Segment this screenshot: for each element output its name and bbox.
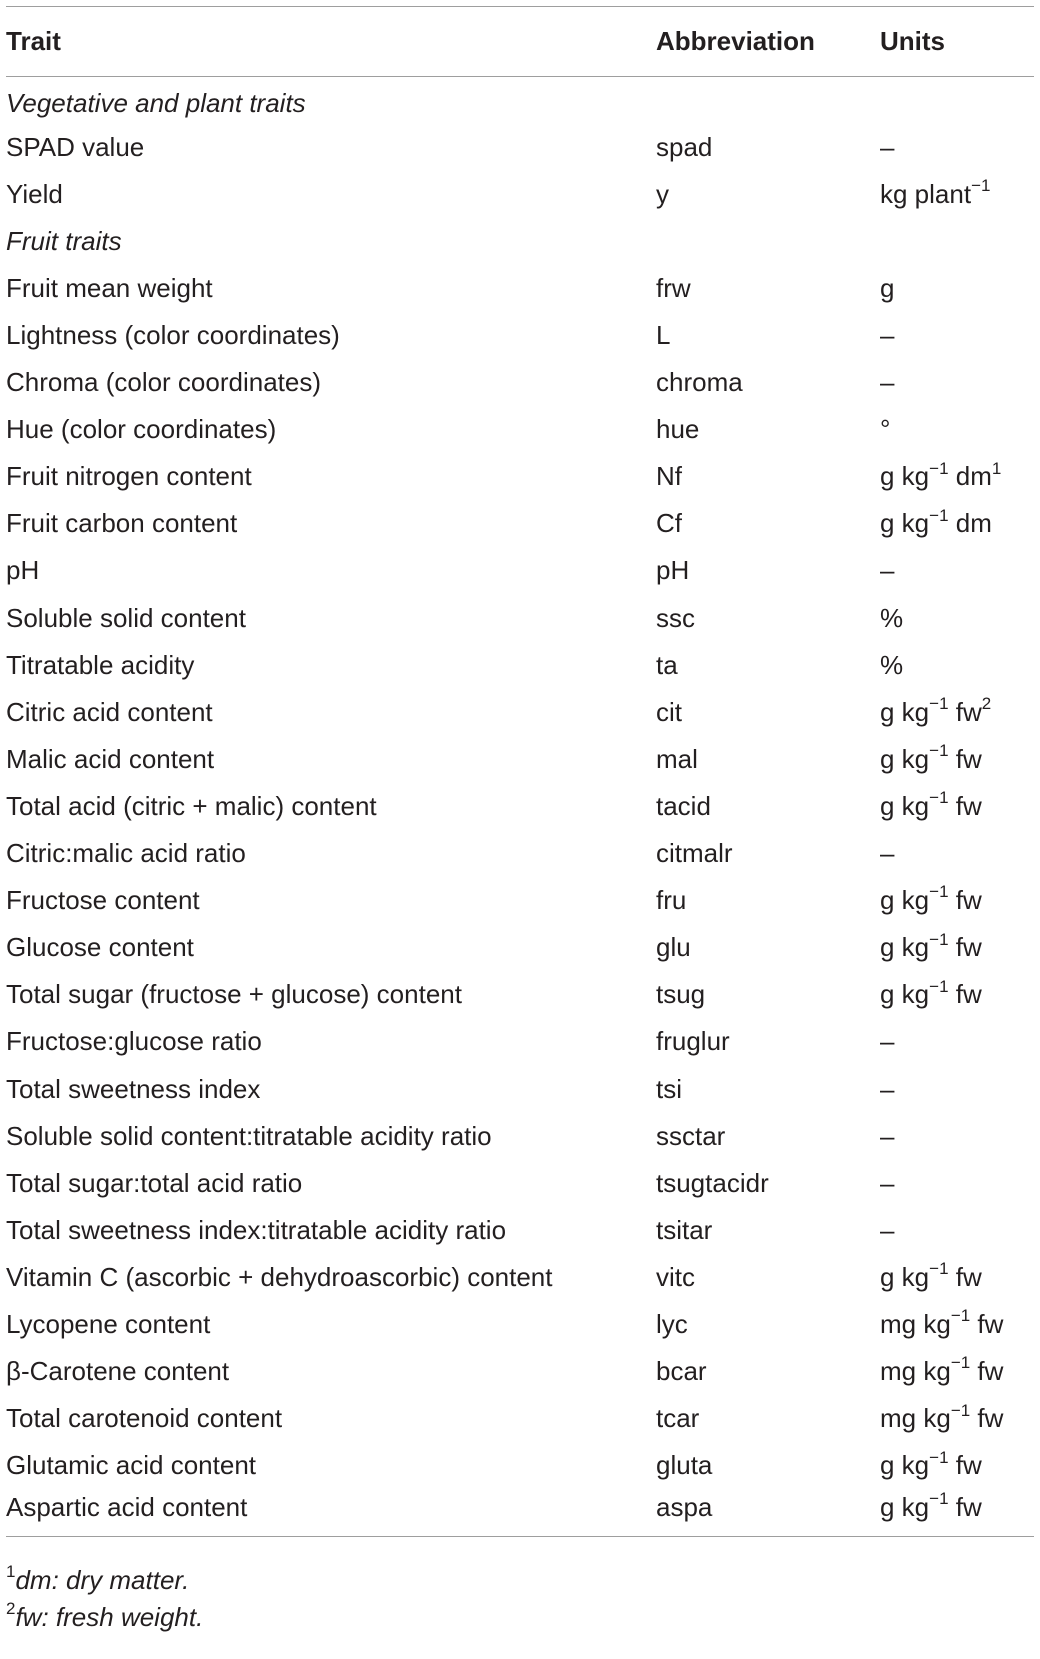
cell-abbreviation: citmalr — [656, 838, 733, 869]
unit-superscript: −1 — [929, 694, 949, 714]
cell-abbreviation: fruglur — [656, 1026, 730, 1057]
cell-abbreviation: chroma — [656, 367, 743, 398]
table-row — [6, 1065, 1034, 1112]
cell-trait: Soluble solid content — [6, 602, 246, 633]
unit-text: fw — [948, 1492, 982, 1523]
footnote-text: fw: fresh weight. — [15, 1602, 204, 1632]
table-row — [6, 1489, 1034, 1536]
cell-trait: Chroma (color coordinates) — [6, 367, 322, 398]
unit-text: g kg — [880, 885, 930, 916]
unit-text: fw — [948, 932, 982, 963]
table-row — [6, 453, 1034, 500]
header-trait: Trait — [6, 7, 656, 77]
unit-superscript: −1 — [929, 976, 949, 996]
cell-trait: Aspartic acid content — [6, 1489, 656, 1536]
table-row — [6, 171, 1034, 218]
cell-trait: Vitamin C (ascorbic + dehydroascorbic) content — [6, 1261, 553, 1292]
cell-abbreviation: ssc — [656, 602, 695, 633]
cell-units — [880, 312, 1034, 359]
unit-text: g kg — [880, 743, 930, 774]
table-body — [6, 77, 1034, 1537]
cell-units — [880, 830, 1034, 877]
unit-text: – — [880, 1167, 895, 1198]
cell-trait: Total sweetness index:titratable acidity ratio — [6, 1214, 507, 1245]
table-row — [6, 1113, 1034, 1160]
cell-abbreviation: ssctar — [656, 1120, 726, 1151]
cell-trait: Glucose content — [6, 932, 194, 963]
unit-text: g kg — [880, 696, 930, 727]
unit-text: – — [880, 367, 895, 398]
table-row — [6, 1018, 1034, 1065]
footnote-1 — [6, 1562, 203, 1599]
table-row — [6, 1254, 1034, 1301]
cell-abbreviation: tcar — [656, 1403, 700, 1434]
unit-superscript: −1 — [929, 882, 949, 902]
cell-trait: Fructose:glucose ratio — [6, 1026, 262, 1057]
cell-abbreviation: vitc — [656, 1261, 695, 1292]
unit-text: – — [880, 1073, 895, 1104]
unit-text: mg kg — [880, 1403, 951, 1434]
section-title: Vegetative and plant traits — [6, 87, 306, 118]
unit-text: fw — [970, 1356, 1004, 1387]
table-row — [6, 595, 1034, 642]
cell-units — [880, 924, 1034, 971]
footnote-mark: 2 — [6, 1599, 16, 1619]
cell-trait: Hue (color coordinates) — [6, 414, 277, 445]
unit-text: kg plant — [880, 178, 972, 209]
cell-units — [880, 1348, 1034, 1395]
unit-text: – — [880, 1120, 895, 1151]
unit-text: fw — [970, 1403, 1004, 1434]
table-row — [6, 1442, 1034, 1489]
table-row — [6, 924, 1034, 971]
cell-units — [880, 736, 1034, 783]
cell-trait: Total sweetness index — [6, 1073, 261, 1104]
table-row — [6, 1395, 1034, 1442]
cell-units — [880, 1489, 1034, 1536]
cell-abbreviation: aspa — [656, 1489, 880, 1536]
table-row — [6, 1160, 1034, 1207]
unit-text: fw — [948, 979, 982, 1010]
cell-units — [880, 359, 1034, 406]
footnote-mark: 1 — [6, 1562, 16, 1582]
table-row — [6, 689, 1034, 736]
cell-units — [880, 171, 1034, 218]
cell-abbreviation: tsi — [656, 1073, 682, 1104]
cell-abbreviation: cit — [656, 696, 682, 727]
traits-table — [6, 6, 1034, 1537]
section-title: Fruit traits — [6, 225, 122, 256]
cell-units — [880, 1207, 1034, 1254]
unit-text: g kg — [880, 508, 930, 539]
table-row — [6, 783, 1034, 830]
header-units: Units — [880, 7, 1034, 77]
cell-trait: Fructose content — [6, 885, 200, 916]
unit-text: fw — [970, 1308, 1004, 1339]
cell-trait: Total sugar:total acid ratio — [6, 1167, 303, 1198]
cell-units — [880, 1065, 1034, 1112]
cell-abbreviation: tsitar — [656, 1214, 713, 1245]
cell-trait: SPAD value — [6, 131, 145, 162]
cell-units — [880, 406, 1034, 453]
unit-superscript: −1 — [929, 458, 949, 478]
unit-superscript: −1 — [950, 1353, 971, 1373]
footnote-2 — [6, 1599, 203, 1636]
table-row — [6, 406, 1034, 453]
cell-trait: Fruit nitrogen content — [6, 461, 252, 492]
unit-text: dm — [948, 461, 992, 492]
unit-text: g — [880, 272, 895, 303]
unit-superscript: −1 — [971, 176, 991, 196]
cell-abbreviation: frw — [656, 272, 691, 303]
cell-trait: Yield — [6, 178, 63, 209]
cell-units — [880, 783, 1034, 830]
unit-text: – — [880, 1026, 895, 1057]
cell-units — [880, 1395, 1034, 1442]
unit-superscript: 1 — [991, 458, 1002, 478]
cell-units — [880, 1301, 1034, 1348]
unit-superscript: −1 — [929, 1489, 949, 1509]
cell-trait: Titratable acidity — [6, 649, 195, 680]
cell-abbreviation: pH — [656, 555, 690, 586]
table-row — [6, 547, 1034, 594]
cell-trait: Soluble solid content:titratable acidity ratio — [6, 1120, 492, 1151]
cell-abbreviation: ta — [656, 649, 678, 680]
unit-text: g kg — [880, 932, 930, 963]
cell-trait: Citric acid content — [6, 696, 213, 727]
table-row — [6, 971, 1034, 1018]
cell-abbreviation: glu — [656, 932, 691, 963]
table-row — [6, 359, 1034, 406]
table-row — [6, 265, 1034, 312]
unit-text: g kg — [880, 1261, 930, 1292]
cell-abbreviation: mal — [656, 743, 698, 774]
cell-units — [880, 642, 1034, 689]
unit-text: % — [880, 649, 904, 680]
unit-text: – — [880, 1214, 895, 1245]
cell-abbreviation: L — [656, 320, 671, 351]
cell-abbreviation: lyc — [656, 1308, 688, 1339]
cell-abbreviation: hue — [656, 414, 700, 445]
cell-abbreviation: bcar — [656, 1356, 707, 1387]
cell-units — [880, 1442, 1034, 1489]
cell-units — [880, 1018, 1034, 1065]
unit-text: fw — [948, 790, 982, 821]
unit-superscript: −1 — [929, 929, 949, 949]
cell-trait: Citric:malic acid ratio — [6, 838, 246, 869]
cell-abbreviation: tsugtacidr — [656, 1167, 769, 1198]
unit-text: % — [880, 602, 904, 633]
cell-trait: Fruit mean weight — [6, 272, 213, 303]
unit-text: g kg — [880, 1450, 930, 1481]
cell-abbreviation: tacid — [656, 790, 711, 821]
cell-abbreviation: y — [656, 178, 669, 209]
unit-text: mg kg — [880, 1308, 951, 1339]
cell-units — [880, 453, 1034, 500]
unit-superscript: −1 — [929, 1259, 949, 1279]
cell-abbreviation: fru — [656, 885, 687, 916]
unit-text: – — [880, 131, 895, 162]
unit-text: fw — [948, 1450, 982, 1481]
cell-abbreviation: Nf — [656, 461, 682, 492]
unit-superscript: −1 — [929, 788, 949, 808]
cell-trait: Malic acid content — [6, 743, 215, 774]
unit-text: g kg — [880, 1492, 930, 1523]
cell-abbreviation: spad — [656, 131, 713, 162]
table-row — [6, 877, 1034, 924]
table-row — [6, 736, 1034, 783]
cell-abbreviation: tsug — [656, 979, 706, 1010]
unit-superscript: −1 — [929, 741, 949, 761]
unit-text: – — [880, 838, 895, 869]
cell-trait: Total carotenoid content — [6, 1403, 283, 1434]
cell-units — [880, 689, 1034, 736]
unit-text: fw — [948, 696, 982, 727]
header-abbreviation: Abbreviation — [656, 7, 880, 77]
cell-trait: Lycopene content — [6, 1308, 211, 1339]
footnotes — [6, 1562, 203, 1636]
cell-units — [880, 1113, 1034, 1160]
table-row — [6, 1301, 1034, 1348]
table-row — [6, 500, 1034, 547]
cell-trait: Total sugar (fructose + glucose) content — [6, 979, 462, 1010]
unit-text: – — [880, 320, 895, 351]
table-row — [6, 312, 1034, 359]
unit-text: fw — [948, 885, 982, 916]
cell-units — [880, 971, 1034, 1018]
cell-trait: β-Carotene content — [6, 1356, 230, 1387]
unit-text: ° — [880, 414, 891, 445]
unit-text: fw — [948, 743, 982, 774]
section-row — [6, 77, 1034, 124]
unit-text: dm — [948, 508, 992, 539]
table-header-row — [6, 7, 1034, 77]
cell-trait: Fruit carbon content — [6, 508, 238, 539]
table-row — [6, 124, 1034, 171]
cell-units — [880, 547, 1034, 594]
unit-superscript: −1 — [950, 1400, 971, 1420]
unit-text: g kg — [880, 790, 930, 821]
footnote-text: dm: dry matter. — [15, 1565, 190, 1595]
table-row — [6, 642, 1034, 689]
section-row — [6, 218, 1034, 265]
table-row — [6, 1348, 1034, 1395]
cell-units — [880, 500, 1034, 547]
cell-units — [880, 877, 1034, 924]
cell-units — [880, 265, 1034, 312]
cell-trait: Glutamic acid content — [6, 1450, 257, 1481]
table-row — [6, 830, 1034, 877]
unit-text: g kg — [880, 979, 930, 1010]
cell-units — [880, 124, 1034, 171]
unit-superscript: −1 — [929, 505, 949, 525]
cell-abbreviation: gluta — [656, 1450, 713, 1481]
cell-units — [880, 1254, 1034, 1301]
cell-trait: Total acid (citric + malic) content — [6, 790, 377, 821]
unit-text: fw — [948, 1261, 982, 1292]
cell-trait: pH — [6, 555, 40, 586]
unit-text: g kg — [880, 461, 930, 492]
unit-text: mg kg — [880, 1356, 951, 1387]
unit-superscript: −1 — [950, 1306, 971, 1326]
cell-units — [880, 595, 1034, 642]
unit-superscript: 2 — [981, 694, 992, 714]
cell-trait: Lightness (color coordinates) — [6, 320, 340, 351]
cell-abbreviation: Cf — [656, 508, 682, 539]
unit-text: – — [880, 555, 895, 586]
cell-units — [880, 1160, 1034, 1207]
table-row — [6, 1207, 1034, 1254]
unit-superscript: −1 — [929, 1447, 949, 1467]
